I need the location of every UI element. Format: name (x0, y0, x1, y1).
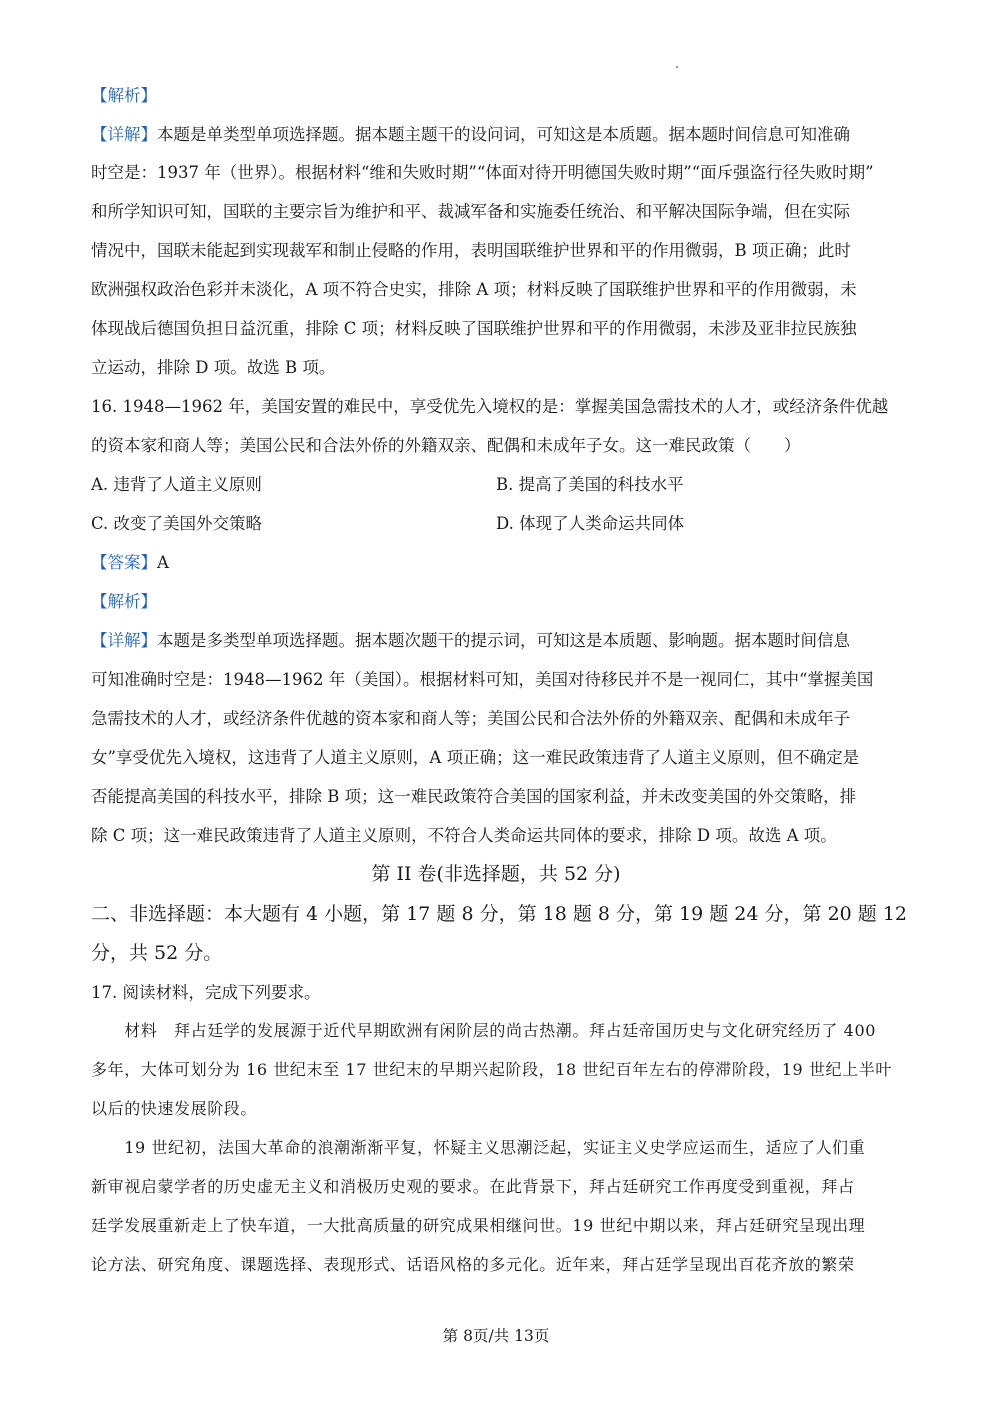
answer-value: A (157, 553, 169, 572)
part-2-heading: 分，共 52 分。 (91, 942, 223, 964)
material-line: 材料 拜占廷学的发展源于近代早期欧洲有闲阶层的尚古热潮。拜占廷帝国历史与文化研究经历了 400 (91, 1021, 877, 1040)
detail-line: 体现战后德国负担日益沉重，排除 C 项；材料反映了国联维护世界和平的作用微弱，未涉及亚非拉民族独 (91, 319, 857, 338)
option-a: A. 违背了人道主义原则 (91, 475, 262, 494)
material-line: 19 世纪初，法国大革命的浪潮渐渐平复，怀疑主义思潮泛起，实证主义史学应运而生，适应了人们重 (91, 1138, 866, 1157)
option-d: D. 体现了人类命运共同体 (496, 514, 685, 533)
detail-line: 欧洲强权政治色彩并未淡化，A 项不符合史实，排除 A 项；材料反映了国联维护世界和平的作用微弱，未 (91, 280, 857, 299)
part-2-heading: 二、非选择题：本大题有 4 小题，第 17 题 8 分，第 18 题 8 分，第 19 题 24 分，第 20 题 12 (91, 903, 907, 925)
detail-text: 本题是单类型单项选择题。据本题主题干的设问词，可知这是本质题。据本题时间信息可知准确 (157, 125, 850, 144)
detail-line: 女”享受优先入境权，这违背了人道主义原则，A 项正确；这一难民政策违背了人道主义原则，但不确定是 (91, 748, 860, 767)
material-line: 廷学发展重新走上了快车道，一大批高质量的研究成果相继问世。19 世纪中期以来，拜占廷研究呈现出理 (91, 1216, 866, 1235)
detail-line: 否能提高美国的科技水平，排除 B 项；这一难民政策符合美国的国家利益，并未改变美国的外交策略，排 (91, 787, 857, 806)
detail-line: 和所学知识可知，国联的主要宗旨为维护和平、裁减军备和实施委任统治、和平解决国际争端，但在实际 (91, 202, 850, 221)
option-c: C. 改变了美国外交策略 (91, 514, 263, 533)
question-16-stem: 16. 1948—1962 年，美国安置的难民中，享受优先入境权的是：掌握美国急需技术的人才，或经济条件优越 (91, 397, 889, 416)
detail-line: 除 C 项；这一难民政策违背了人道主义原则，不符合人类命运共同体的要求，排除 D 项。故选 A 项。 (91, 826, 837, 845)
part-2-title: 第 II 卷(非选择题，共 52 分) (371, 863, 621, 885)
detail-line: 急需技术的人才，或经济条件优越的资本家和商人等；美国公民和合法外侨的外籍双亲、配偶和未成年子 (91, 709, 850, 728)
option-b: B. 提高了美国的科技水平 (496, 475, 684, 494)
material-line: 新审视启蒙学者的历史虚无主义和消极历史观的要求。在此背景下，拜占廷研究工作再度受到重视，拜占 (91, 1177, 855, 1196)
detail-line: 情况中，国联未能起到实现裁军和制止侵略的作用，表明国联维护世界和平的作用微弱，B 项正确；此时 (91, 241, 851, 260)
question-16-stem: 的资本家和商人等；美国公民和合法外侨的外籍双亲、配偶和未成年子女。这一难民政策（ ） (91, 436, 801, 455)
material-line: 论方法、研究角度、课题选择、表现形式、话语风格的多元化。近年来，拜占廷学呈现出百花齐放的繁荣 (91, 1255, 855, 1274)
detail-line: 可知准确时空是：1948—1962 年（美国）。根据材料可知，美国对待移民并不是一视同仁，其中“掌握美国 (91, 670, 874, 689)
detail-line: 时空是：1937 年（世界）。根据材料“维和失败时期”“体面对待开明德国失败时期”“面斥强盗行径失败时期” (91, 163, 874, 182)
material-line: 以后的快速发展阶段。 (91, 1099, 258, 1118)
detail-tag: 【详解】 (91, 125, 157, 144)
detail-line (91, 124, 906, 146)
page-footer: 第 8页/共 13页 (442, 1327, 550, 1345)
question-17-stem: 17. 阅读材料，完成下列要求。 (91, 983, 321, 1002)
detail-line: 立运动，排除 D 项。故选 B 项。 (91, 358, 336, 377)
answer-line (91, 552, 906, 574)
detail-tag: 【详解】 (91, 631, 157, 650)
material-line: 多年，大体可划分为 16 世纪末至 17 世纪末的早期兴起阶段，18 世纪百年左右的停滞阶段，19 世纪上半叶 (91, 1060, 892, 1079)
answer-tag: 【答案】 (91, 553, 157, 572)
analysis-tag: 【解析】 (91, 86, 157, 105)
analysis-tag: 【解析】 (91, 592, 157, 611)
scan-dot (676, 66, 678, 68)
detail-line (91, 630, 906, 652)
detail-text: 本题是多类型单项选择题。据本题次题干的提示词，可知这是本质题、影响题。据本题时间信息 (157, 631, 850, 650)
